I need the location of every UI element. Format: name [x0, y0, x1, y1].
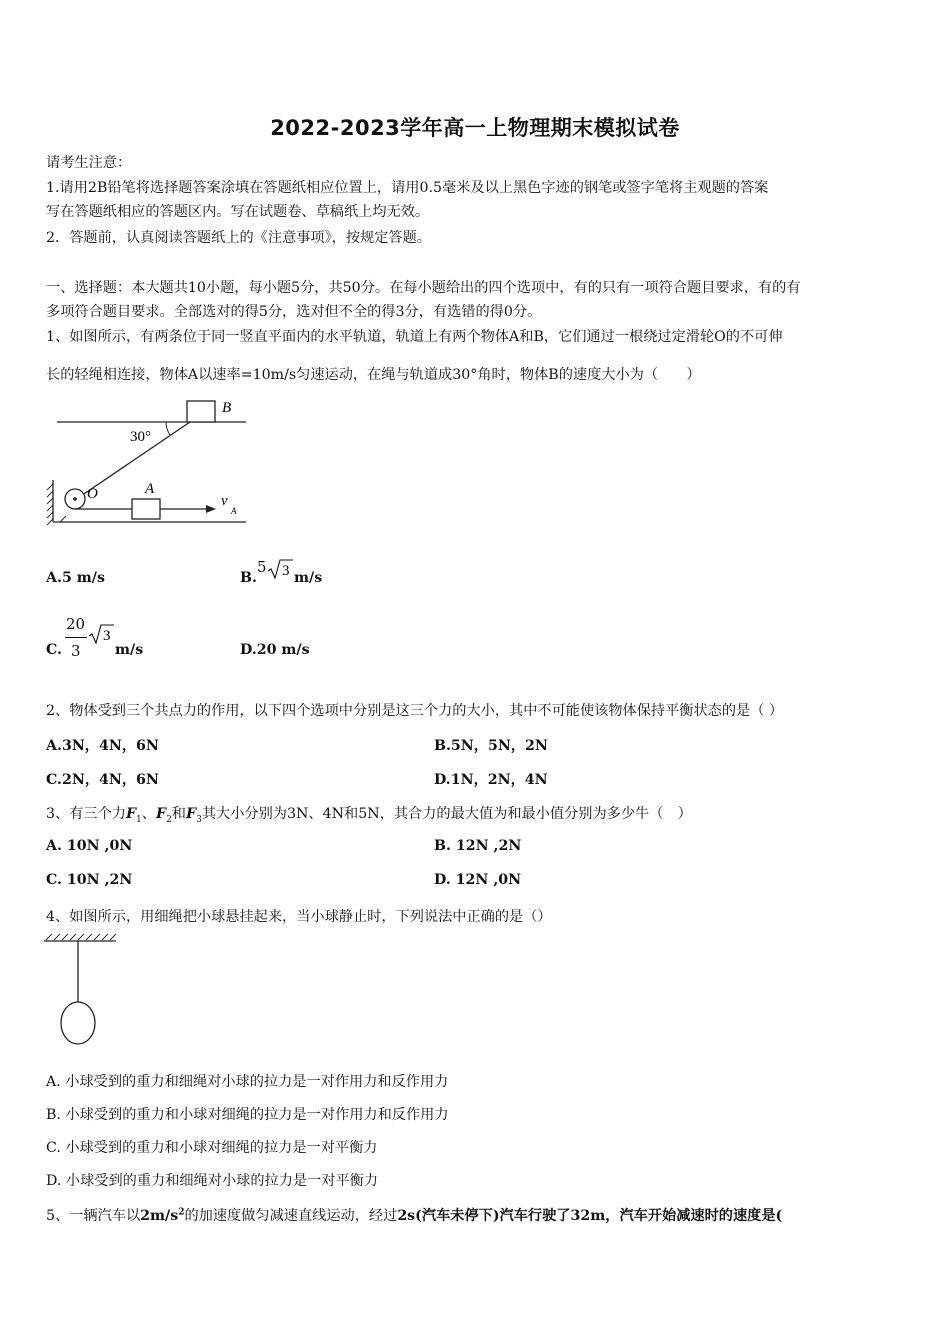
q3-sep: 、: [141, 806, 156, 822]
q1-option-c-unit: m/s: [115, 642, 144, 658]
label-b: B: [222, 400, 232, 416]
ceiling-hatching: [46, 934, 116, 940]
q4-option-c: C. 小球受到的重力和小球对细绳的拉力是一对平衡力: [46, 1140, 378, 1156]
q5-text-4: ，汽车开始减速时的速度是(: [605, 1208, 783, 1224]
q5-text-1: 5、一辆汽车以: [46, 1208, 141, 1224]
q1-option-b-radical: [267, 557, 295, 581]
q3-text: [46, 803, 692, 825]
label-v: v: [221, 493, 228, 509]
angle-label: 30°: [130, 429, 151, 445]
notice-heading: 请考生注意：: [46, 155, 132, 171]
q3-and: 和: [171, 806, 186, 822]
label-v-sub: A: [231, 506, 237, 516]
lower-track-hatching: [60, 516, 66, 522]
q3-option-d: D. 12N ,0N: [434, 872, 522, 888]
q3-text-end: 其大小分别为3N、4N和5N，其合力的最大值为和最小值分别为多少牛（ ）: [201, 806, 692, 822]
q1-option-b-unit: m/s: [294, 570, 323, 586]
q4-pendulum-diagram: [42, 930, 122, 1050]
notice-line-2: 2．答题前，认真阅读答题纸上的《注意事项》，按规定答题。: [46, 230, 431, 246]
q1-pulley-diagram: [40, 392, 255, 532]
q5-text-2: 的加速度做匀减速直线运动，经过: [184, 1208, 398, 1224]
q2-text: 2、物体受到三个共点力的作用，以下四个选项中分别是这三个力的大小，其中不可能使该物体保持平衡状态的是（ ）: [46, 703, 784, 719]
q5-acceleration: 2m/s: [140, 1208, 179, 1224]
exam-title: 2022-2023学年高一上物理期末模拟试卷: [270, 116, 680, 140]
ball: [61, 1002, 95, 1044]
q3-option-c: C. 10N ,2N: [46, 872, 133, 888]
pulley-axle: [73, 497, 77, 501]
q1-option-b-rad-value: 3: [282, 563, 290, 579]
section-intro-1: 一、选择题：本大题共10小题，每小题5分，共50分。在每小题给出的四个选项中，有的只有一项符合题目要求，有的有: [46, 280, 801, 296]
q4-option-a: A. 小球受到的重力和细绳对小球的拉力是一对作用力和反作用力: [46, 1074, 449, 1090]
q1-text-2: 长的轻绳相连接，物体A以速率=10m/s匀速运动，在绳与轨道成30°角时，物体B的速度大小为（ ）: [46, 367, 701, 383]
q3-option-b: B. 12N ,2N: [434, 838, 522, 854]
q5-time: 2s: [397, 1208, 416, 1224]
q5-text-3: (汽车未停下)汽车行驶了: [415, 1208, 571, 1224]
q3-f1-sub: 1: [136, 814, 142, 825]
q4-option-b: B. 小球受到的重力和小球对细绳的拉力是一对作用力和反作用力: [46, 1107, 449, 1123]
q4-text: 4、如图所示，用细绳把小球悬挂起来，当小球静止时，下列说法中正确的是（）: [46, 909, 552, 925]
angle-arc: [166, 422, 170, 435]
q3-f2-sub: 2: [166, 814, 172, 825]
section-intro-2: 多项符合题目要求。全部选对的得5分，选对但不全的得3分，有选错的得0分。: [46, 304, 542, 320]
wall-hatching: [47, 484, 53, 525]
q2-option-a: A.3N，4N，6N: [46, 738, 159, 754]
q1-option-b-coef: 5: [257, 558, 267, 576]
notice-line-1a: 1.请用2B铅笔将选择题答案涂填在答题纸相应位置上，请用0.5毫米及以上黑色字迹的钢笔或签字笔将主观题的答案: [46, 180, 769, 196]
q1-text-1: 1、如图所示，有两条位于同一竖直平面内的水平轨道，轨道上有两个物体A和B，它们通过一根绕过定滑轮O的不可伸: [46, 329, 783, 345]
q1-option-c-prefix: C.: [46, 642, 62, 658]
label-a: A: [145, 481, 155, 497]
q1-option-d: D.20 m/s: [240, 642, 310, 658]
q1-option-c-denominator: 3: [71, 642, 81, 660]
velocity-arrowhead: [206, 505, 216, 513]
q1-option-c-fraction-bar: [65, 637, 87, 638]
q4-option-d: D. 小球受到的重力和细绳对小球的拉力是一对平衡力: [46, 1173, 379, 1189]
q5-text: [46, 1205, 782, 1225]
q2-option-c: C.2N，4N，6N: [46, 772, 159, 788]
q3-option-a: A. 10N ,0N: [46, 838, 133, 854]
notice-line-1b: 写在答题纸相应的答题区内。写在试题卷、草稿纸上均无效。: [46, 204, 430, 220]
q3-f1: F: [125, 806, 137, 822]
block-a: [132, 499, 160, 519]
q1-option-c-numerator: 20: [66, 615, 86, 633]
q2-option-b: B.5N，5N，2N: [434, 738, 548, 754]
q3-f3-sub: 3: [196, 814, 202, 825]
label-o: O: [87, 486, 98, 502]
q1-option-b-prefix: B.: [240, 570, 257, 586]
q3-f3: F: [186, 806, 197, 822]
q2-option-d: D.1N，2N，4N: [434, 772, 548, 788]
q1-option-c-rad-value: 3: [103, 628, 111, 644]
q1-option-c-radical: [88, 622, 116, 646]
q3-text-start: 3、有三个力: [46, 806, 126, 822]
block-b: [187, 401, 215, 422]
q3-f2: F: [155, 806, 167, 822]
q1-option-a: A.5 m/s: [46, 570, 105, 586]
q5-acceleration-exp: 2: [178, 1207, 185, 1218]
q5-distance: 32m: [570, 1208, 606, 1224]
